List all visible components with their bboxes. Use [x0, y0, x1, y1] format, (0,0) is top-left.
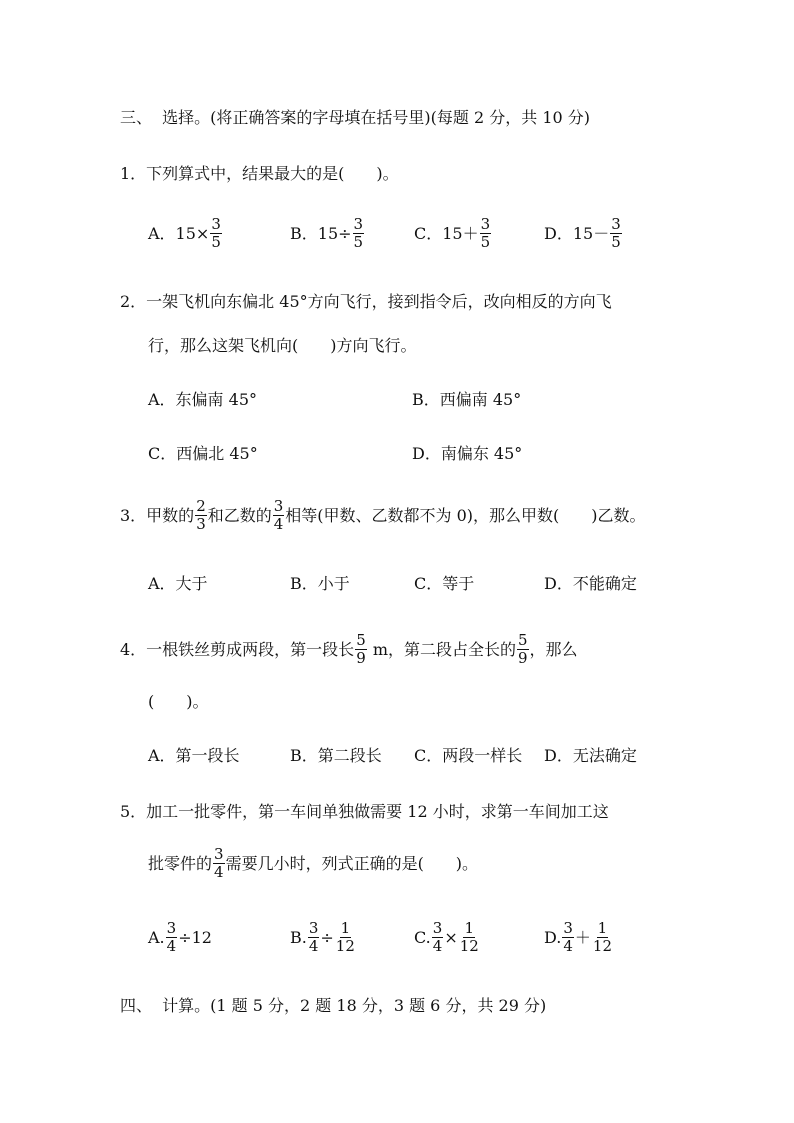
q3-text-part2: 和乙数的	[207, 505, 272, 525]
question-1-text: 1．下列算式中，结果最大的是( )。	[120, 164, 399, 183]
fraction-numerator: 3	[480, 215, 491, 233]
fraction-denominator: 12	[459, 937, 479, 955]
q3-text-part1: 3．甲数的	[120, 505, 195, 525]
q4-text-part3: ，那么	[529, 639, 578, 659]
q3-option-b[interactable]: B．小于	[290, 574, 350, 593]
fraction-denominator: 9	[518, 649, 528, 667]
q3-option-a[interactable]: A．大于	[148, 574, 208, 593]
q5-option-b-prefix: B.	[290, 927, 307, 947]
fraction	[213, 846, 225, 881]
q2-option-b[interactable]: B．西偏南 45°	[412, 390, 522, 409]
fraction-numerator: 3	[211, 215, 221, 233]
q3-text-part3: 相等(甲数、乙数都不为 0)，那么甲数( )乙数。	[285, 505, 646, 525]
fraction-denominator: 5	[480, 233, 491, 251]
question-4-line2: ( )。	[148, 692, 209, 711]
fraction-denominator: 3	[196, 515, 206, 533]
fraction-numerator: 5	[518, 631, 528, 649]
fraction	[480, 216, 492, 251]
q5-option-c-operator: ×	[444, 927, 458, 947]
fraction-denominator: 4	[214, 863, 224, 881]
q1-option-a[interactable]	[148, 216, 223, 251]
fraction	[432, 920, 444, 955]
fraction-numerator: 1	[340, 919, 351, 937]
fraction-denominator: 5	[353, 233, 364, 251]
fraction	[166, 920, 178, 955]
q5-option-a-prefix: A.	[148, 927, 165, 947]
q1-option-b-prefix: B．15÷	[290, 223, 352, 243]
fraction-numerator: 3	[432, 919, 443, 937]
fraction	[517, 632, 529, 667]
fraction-numerator: 1	[464, 919, 475, 937]
q4-text-part1: 4．一根铁丝剪成两段，第一段长	[120, 639, 355, 659]
q2-option-c[interactable]: C．西偏北 45°	[148, 444, 258, 463]
fraction	[355, 632, 367, 667]
fraction-numerator: 3	[353, 215, 364, 233]
question-4-line1	[120, 632, 578, 667]
fraction-denominator: 4	[308, 937, 319, 955]
fraction-numerator: 5	[356, 631, 366, 649]
fraction	[610, 216, 622, 251]
question-5-line2	[148, 846, 478, 881]
q4-option-a[interactable]: A．第一段长	[148, 746, 240, 765]
q4-text-part2: m，第二段占全长的	[367, 639, 516, 659]
fraction-numerator: 1	[597, 919, 608, 937]
q5-option-b[interactable]	[290, 920, 357, 955]
q1-option-d-prefix: D．15－	[544, 223, 610, 243]
fraction-denominator: 5	[211, 233, 221, 251]
q5-option-d-prefix: D.	[544, 927, 562, 947]
fraction-numerator: 3	[611, 215, 621, 233]
fraction	[335, 920, 356, 955]
fraction	[195, 498, 207, 533]
question-2-line2: 行，那么这架飞机向( )方向飞行。	[148, 336, 417, 355]
q1-option-a-prefix: A．15×	[148, 223, 210, 243]
q5-option-b-operator: ÷	[320, 927, 334, 947]
q5-option-d-operator: ＋	[574, 927, 591, 947]
q5-text-part1: 批零件的	[148, 853, 213, 873]
q1-option-c-prefix: C．15＋	[414, 223, 479, 243]
fraction-denominator: 12	[335, 937, 355, 955]
q1-option-c[interactable]	[414, 216, 492, 251]
fraction-numerator: 2	[196, 497, 206, 515]
q1-option-b[interactable]	[290, 216, 365, 251]
fraction-numerator: 3	[166, 919, 177, 937]
fraction-denominator: 12	[592, 937, 612, 955]
q4-option-c[interactable]: C．两段一样长	[414, 746, 523, 765]
q5-text-part2: 需要几小时，列式正确的是( )。	[225, 853, 479, 873]
fraction	[273, 498, 285, 533]
fraction	[592, 920, 613, 955]
fraction	[459, 920, 480, 955]
fraction	[308, 920, 320, 955]
q5-option-a[interactable]	[148, 920, 212, 955]
q5-option-c-prefix: C.	[414, 927, 431, 947]
q2-option-a[interactable]: A．东偏南 45°	[148, 390, 258, 409]
fraction-numerator: 3	[273, 497, 284, 515]
fraction	[353, 216, 365, 251]
q1-option-d[interactable]	[544, 216, 623, 251]
q2-option-d[interactable]: D．南偏东 45°	[412, 444, 523, 463]
fraction	[210, 216, 222, 251]
fraction-numerator: 3	[563, 919, 573, 937]
question-2-line1: 2．一架飞机向东偏北 45°方向飞行，接到指令后，改向相反的方向飞	[120, 292, 612, 311]
fraction-denominator: 4	[166, 937, 177, 955]
fraction-numerator: 3	[214, 845, 224, 863]
question-3-text	[120, 498, 646, 533]
fraction-denominator: 4	[432, 937, 443, 955]
fraction-denominator: 4	[563, 937, 573, 955]
q5-option-a-operator: ÷12	[178, 927, 212, 947]
q4-option-d[interactable]: D．无法确定	[544, 746, 637, 765]
q3-option-d[interactable]: D．不能确定	[544, 574, 637, 593]
fraction-denominator: 9	[356, 649, 366, 667]
question-5-line1: 5．加工一批零件，第一车间单独做需要 12 小时，求第一车间加工这	[120, 802, 609, 821]
section4-heading: 四、 计算。(1 题 5 分，2 题 18 分，3 题 6 分，共 29 分)	[120, 996, 547, 1015]
fraction	[562, 920, 574, 955]
fraction-denominator: 5	[611, 233, 621, 251]
section3-heading: 三、 选择。(将正确答案的字母填在括号里)(每题 2 分，共 10 分)	[120, 108, 591, 127]
q5-option-d[interactable]	[544, 920, 614, 955]
q5-option-c[interactable]	[414, 920, 481, 955]
q3-option-c[interactable]: C．等于	[414, 574, 475, 593]
q4-option-b[interactable]: B．第二段长	[290, 746, 382, 765]
fraction-denominator: 4	[273, 515, 284, 533]
fraction-numerator: 3	[308, 919, 319, 937]
